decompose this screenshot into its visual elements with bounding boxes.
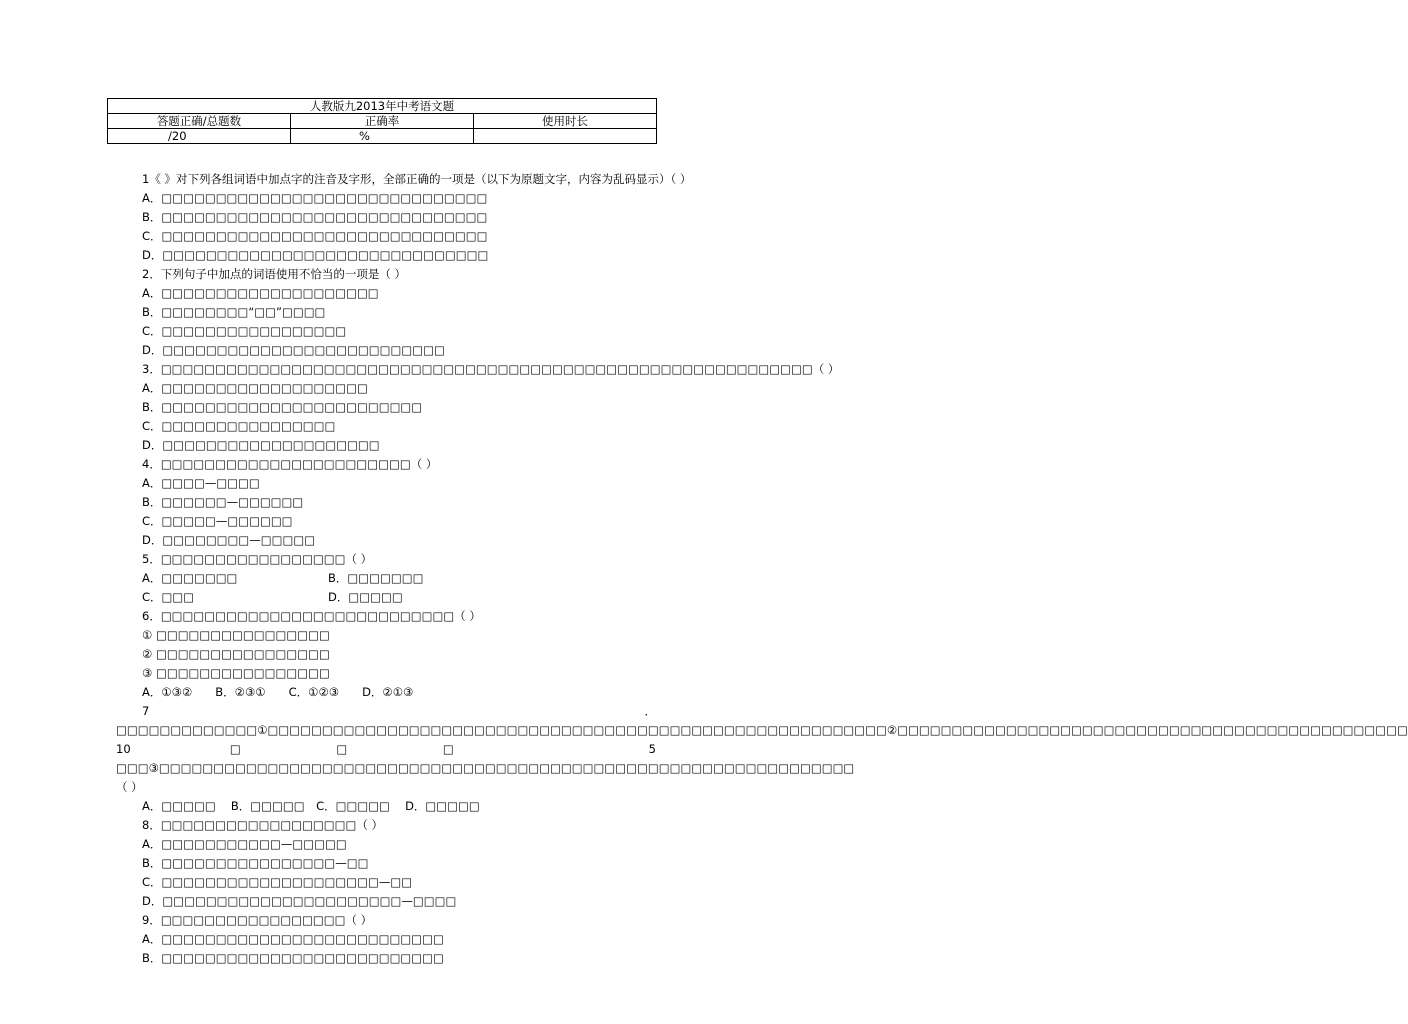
header-duration: 使用时长 <box>474 114 657 129</box>
option-2a: A．□□□□□□□□□□□□□□□□□□□□ <box>142 286 379 300</box>
header-correct: 答题正确/总题数 <box>108 114 291 129</box>
option-8b: B．□□□□□□□□□□□□□□□□—□□ <box>142 856 369 870</box>
question-stem-3: 3．□□□□□□□□□□□□□□□□□□□□□□□□□□□□□□□□□□□□□□□□□□□□□□□□□□□□□□□□□□□□（ ） <box>142 362 840 376</box>
option-1b: B．□□□□□□□□□□□□□□□□□□□□□□□□□□□□□□ <box>142 210 488 224</box>
option-2c: C．□□□□□□□□□□□□□□□□□ <box>142 324 347 338</box>
option-3c: C．□□□□□□□□□□□□□□□□ <box>142 419 336 433</box>
score-table <box>107 98 657 144</box>
value-duration <box>474 129 657 144</box>
question-stem-2: 2．下列句子中加点的词语使用不恰当的一项是（ ） <box>142 267 406 281</box>
option-1c: C．□□□□□□□□□□□□□□□□□□□□□□□□□□□□□□ <box>142 229 488 243</box>
option-4d: D．□□□□□□□□—□□□□□ <box>142 533 316 547</box>
question-list <box>116 170 1408 968</box>
option-row-5cd <box>116 588 656 607</box>
option-5d: D．□□□□□ <box>328 590 403 604</box>
table-title: 人教版九2013年中考语文题 <box>108 99 657 114</box>
item-6-3: ③ □□□□□□□□□□□□□□□□ <box>142 666 330 680</box>
item-6-2: ② □□□□□□□□□□□□□□□□ <box>142 647 330 661</box>
option-2d: D．□□□□□□□□□□□□□□□□□□□□□□□□□□ <box>142 343 445 357</box>
value-rate: % <box>291 129 474 144</box>
option-1a: A．□□□□□□□□□□□□□□□□□□□□□□□□□□□□□□ <box>142 191 488 205</box>
option-3b: B．□□□□□□□□□□□□□□□□□□□□□□□□ <box>142 400 423 414</box>
option-8d: D．□□□□□□□□□□□□□□□□□□□□□□—□□□□ <box>142 894 457 908</box>
question-stem-1: 1《 》对下列各组词语中加点字的注音及字形，全部正确的一项是（以下为原题文字，内容为乱码显示）（ ） <box>142 172 692 186</box>
option-8a: A．□□□□□□□□□□□—□□□□□ <box>142 837 347 851</box>
option-4b: B．□□□□□□—□□□□□□ <box>142 495 304 509</box>
question-stem-6: 6．□□□□□□□□□□□□□□□□□□□□□□□□□□□（ ） <box>142 609 481 623</box>
option-5a: A．□□□□□□□ <box>142 571 238 585</box>
option-2b: B．□□□□□□□□“□□”□□□□ <box>142 305 326 319</box>
option-3a: A．□□□□□□□□□□□□□□□□□□□ <box>142 381 368 395</box>
option-9b: B．□□□□□□□□□□□□□□□□□□□□□□□□□□ <box>142 951 444 965</box>
option-5b: B．□□□□□□□ <box>328 571 424 585</box>
question-stem-8: 8．□□□□□□□□□□□□□□□□□□（ ） <box>142 818 384 832</box>
question-stem-4: 4．□□□□□□□□□□□□□□□□□□□□□□□（ ） <box>142 457 438 471</box>
question-stem-7: 7．□□□□□□□□□□□□□①□□□□□□□□□□□□□□□□□□□□□□□□□□□□□□□□□□□□□□□□□□□□□□□□□□□□□□□□□②□□□□□□□□□□□□□□□□□□□□□□□□□□□□□□□□□□□□□□□□□□□□□□□ 10 □□□ 5 □□□③□□□□□□□□□□□□□□□□□□□□□□□□□□□□□□□□□□□□□□□□□□□□□□□□□□□□□□□□□□□□□□□□（ ） <box>116 704 1408 794</box>
question-stem-9: 9．□□□□□□□□□□□□□□□□□（ ） <box>142 913 373 927</box>
option-1d: D．□□□□□□□□□□□□□□□□□□□□□□□□□□□□□□ <box>142 248 489 262</box>
value-correct: /20 <box>108 129 291 144</box>
options-7: A．□□□□□ B．□□□□□ C．□□□□□ D．□□□□□ <box>142 799 480 813</box>
option-4a: A．□□□□—□□□□ <box>142 476 260 490</box>
options-6: A．①③② B．②③① C．①②③ D．②①③ <box>142 685 414 699</box>
option-4c: C．□□□□□—□□□□□□ <box>142 514 293 528</box>
item-6-1: ① □□□□□□□□□□□□□□□□ <box>142 628 330 642</box>
option-3d: D．□□□□□□□□□□□□□□□□□□□□ <box>142 438 380 452</box>
option-8c: C．□□□□□□□□□□□□□□□□□□□□—□□ <box>142 875 413 889</box>
header-rate: 正确率 <box>291 114 474 129</box>
option-5c: C．□□□ <box>142 590 195 604</box>
question-stem-5: 5．□□□□□□□□□□□□□□□□□（ ） <box>142 552 373 566</box>
option-row-5ab <box>116 569 656 588</box>
option-9a: A．□□□□□□□□□□□□□□□□□□□□□□□□□□ <box>142 932 444 946</box>
